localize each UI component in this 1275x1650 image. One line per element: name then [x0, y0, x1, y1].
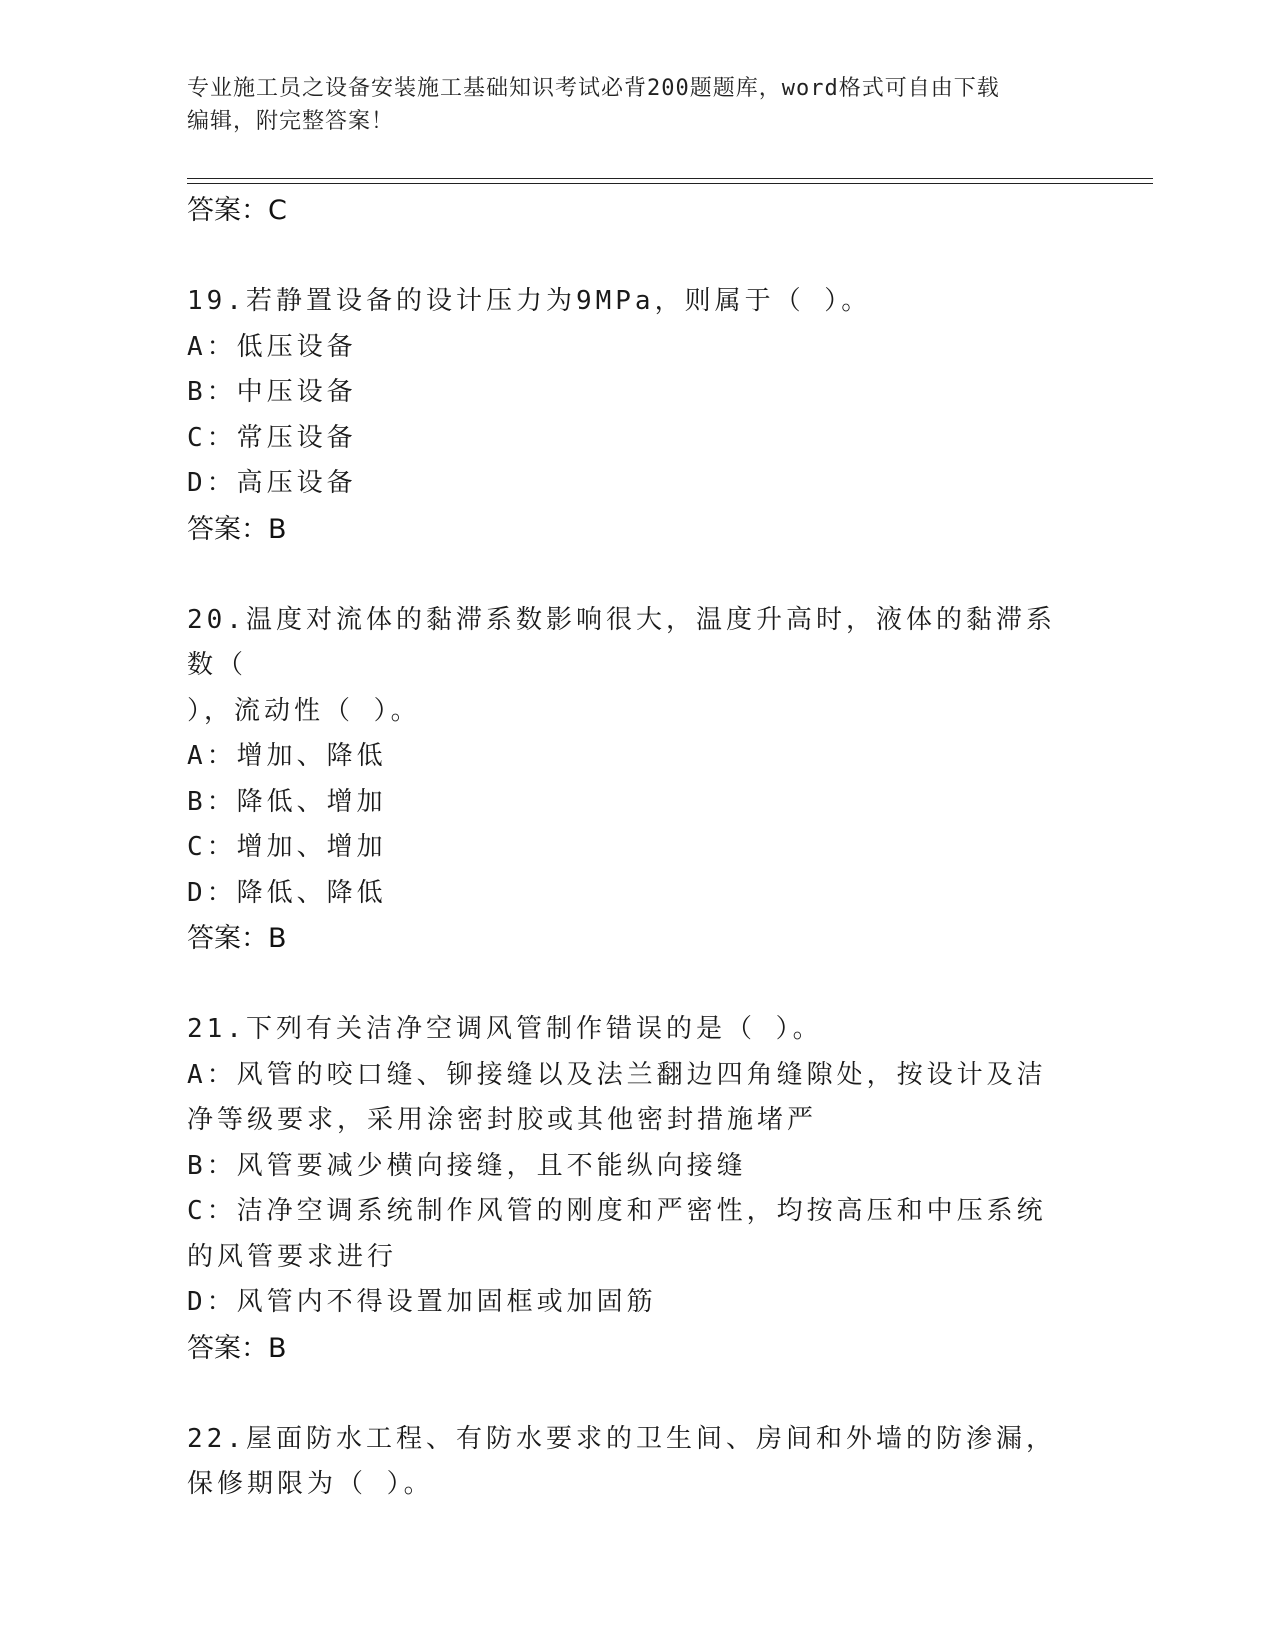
question-19 [187, 279, 1067, 552]
option-c: C：增加、增加 [187, 832, 387, 862]
document-header [187, 72, 1087, 138]
option-d: D：降低、降低 [187, 877, 387, 908]
option-a: A：低压设备 [187, 331, 357, 362]
question-text: 19.若静置设备的设计压力为9MPa，则属于（ ）。 [187, 286, 872, 316]
option-c: C：常压设备 [187, 422, 357, 453]
option-b: B：降低、增加 [187, 786, 387, 817]
question-text-line-2: ），流动性（ ）。 [187, 695, 421, 726]
spacer [187, 233, 1067, 279]
question-21 [187, 1007, 1067, 1371]
spacer [187, 961, 1067, 1007]
question-text: 21.下列有关洁净空调风管制作错误的是（ ）。 [187, 1014, 823, 1044]
option-a: A：风管的咬口缝、铆接缝以及法兰翻边四角缝隙处，按设计及洁净等级要求，采用涂密封胶或其他密封措施堵严 [187, 1059, 1047, 1135]
header-divider-bottom [187, 183, 1153, 184]
answer-q20: 答案：B [187, 923, 287, 954]
header-divider-top [187, 178, 1153, 179]
option-c: C：洁净空调系统制作风管的刚度和严密性，均按高压和中压系统的风管要求进行 [187, 1196, 1047, 1272]
answer-q19: 答案：B [187, 513, 287, 545]
document-body [187, 188, 1067, 1508]
option-b: B：风管要减少横向接缝，且不能纵向接缝 [187, 1150, 747, 1181]
question-text-line-1: 20.温度对流体的黏滞系数影响很大，温度升高时，液体的黏滞系数（ [187, 604, 1056, 680]
spacer [187, 1371, 1067, 1417]
question-22 [187, 1417, 1067, 1508]
question-text: 22.屋面防水工程、有防水要求的卫生间、房间和外墙的防渗漏，保修期限为（ ）。 [187, 1423, 1056, 1499]
header-line-2: 编辑，附完整答案！ [187, 109, 395, 134]
option-a: A：增加、降低 [187, 741, 387, 771]
option-d: D：高压设备 [187, 468, 357, 498]
answer-q18: 答案：C [187, 195, 287, 226]
option-b: B：中压设备 [187, 377, 357, 407]
header-line-1: 专业施工员之设备安装施工基础知识考试必背200题题库，word格式可自由下载 [187, 76, 1000, 101]
question-20 [187, 598, 1067, 962]
answer-q21: 答案：B [187, 1332, 287, 1364]
spacer [187, 552, 1067, 598]
option-d: D：风管内不得设置加固框或加固筋 [187, 1287, 657, 1317]
